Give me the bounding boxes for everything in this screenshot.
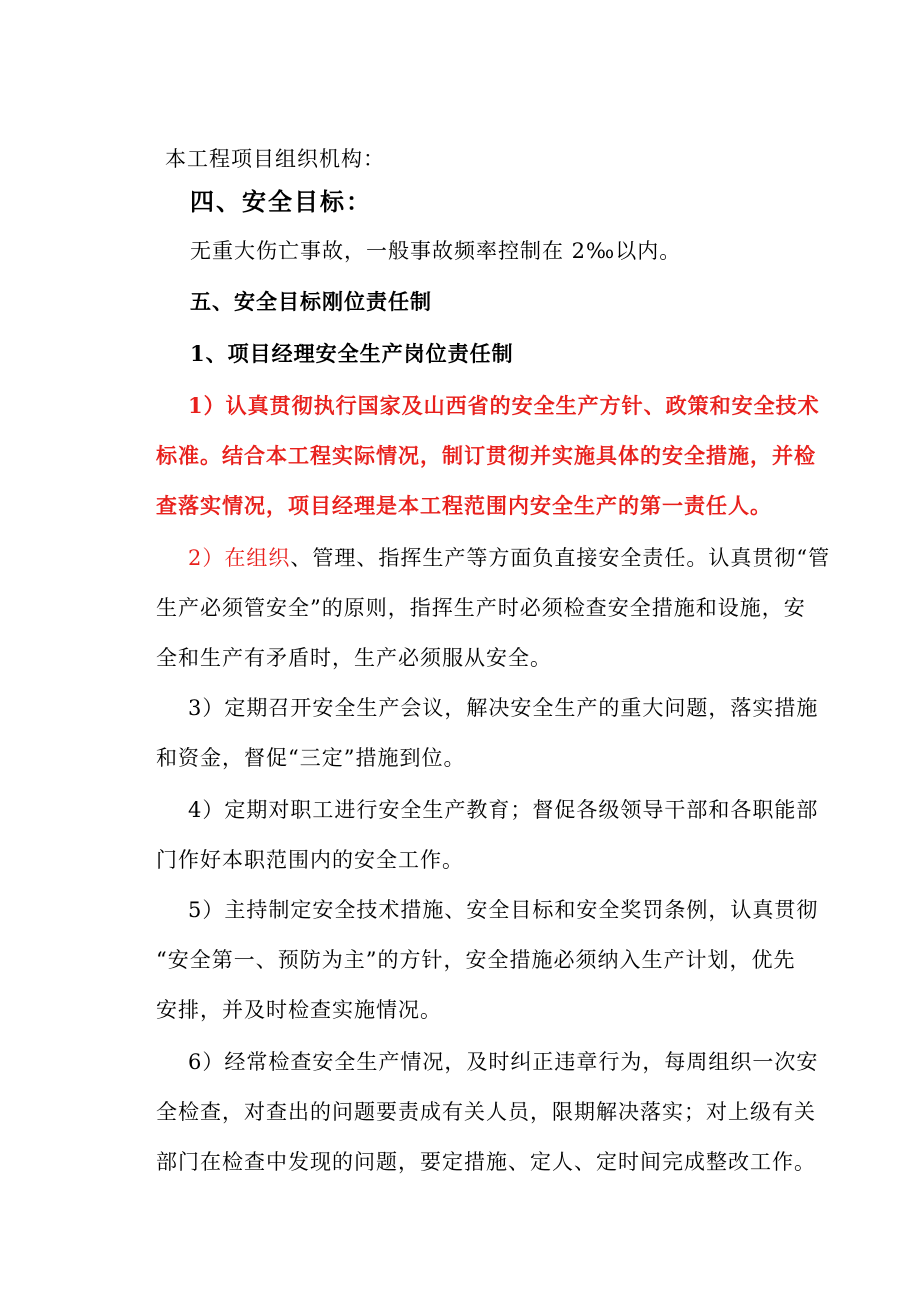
para-1-line-2: 标准。结合本工程实际情况，制订贯彻并实施具体的安全措施，并检 — [156, 443, 816, 468]
section-4-text: 无重大伤亡事故，一般事故频率控制在 2‰以内。 — [190, 239, 682, 263]
para-6-line-2: 全检查，对查出的问题要责成有关人员，限期解决落实；对上级有关 — [156, 1100, 816, 1124]
para-2-line-2: 生产必须管安全”的原则，指挥生产时必须检查安全措施和设施，安 — [156, 596, 806, 620]
para-1-line-3: 查落实情况，项目经理是本工程范围内安全生产的第一责任人。 — [156, 493, 772, 518]
para-3-line-1: 3）定期召开安全生产会议，解决安全生产的重大问题，落实措施 — [188, 696, 819, 720]
para-2-lead-red: 2）在组织 — [188, 546, 291, 570]
section-4-heading: 四、安全目标： — [190, 187, 372, 216]
section-5-heading: 五、安全目标刚位责任制 — [190, 289, 432, 314]
intro-line: 本工程项目组织机构： — [165, 147, 385, 171]
para-5-line-2: “安全第一、预防为主”的方针，安全措施必须纳入生产计划，优先 — [156, 948, 796, 972]
para-2-line-1 — [188, 545, 830, 571]
para-6-line-3: 部门在检查中发现的问题，要定措施、定人、定时间完成整改工作。 — [156, 1150, 816, 1174]
para-2-line-3: 全和生产有矛盾时，生产必须服从安全。 — [156, 646, 552, 670]
para-4-line-2: 门作好本职范围内的安全工作。 — [156, 848, 464, 872]
para-2-line-1-rest: 、管理、指挥生产等方面负直接安全责任。认真贯彻“管 — [290, 546, 831, 570]
para-6-line-1: 6）经常检查安全生产情况，及时纠正违章行为，每周组织一次安 — [188, 1050, 819, 1074]
para-4-line-1: 4）定期对职工进行安全生产教育；督促各级领导干部和各职能部 — [188, 798, 819, 822]
para-3-line-2: 和资金，督促“三定”措施到位。 — [156, 746, 466, 770]
para-1-line-1: 1）认真贯彻执行国家及山西省的安全生产方针、政策和安全技术 — [188, 393, 820, 418]
para-5-line-3: 安排，并及时检查实施情况。 — [156, 998, 442, 1022]
para-5-line-1: 5）主持制定安全技术措施、安全目标和安全奖罚条例，认真贯彻 — [188, 898, 819, 922]
subsection-1-heading: 1、项目经理安全生产岗位责任制 — [190, 341, 514, 366]
